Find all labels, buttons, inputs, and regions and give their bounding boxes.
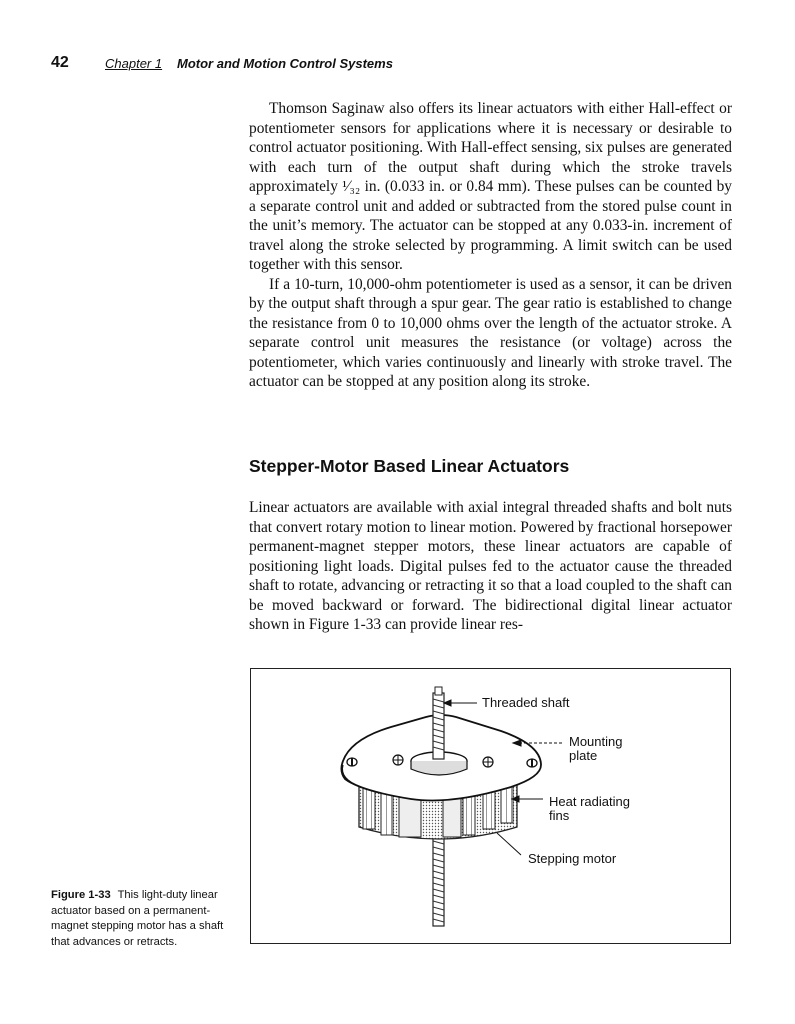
paragraph-hall-effect: Thomson Saginaw also offers its linear actuators with either Hall-effect or potentiometer sensors for applications where it is necessary or desirable to control actuator positioning. With Hall-effect sensing, six pulses are generated with each turn of the output shaft during which the stroke travels approximately ¹⁄₃₂ in. (0.033 in. or 0.84 mm). These pulses can be counted by a separate control unit and added or subtracted from the stored pulse count in the unit’s memory. The actuator can be stopped at any 0.033-in. increment of travel along the stroke selected by programming. A limit switch can be used together with this sensor. [249,100,732,273]
page-number: 42 [51,54,69,71]
section-heading: Stepper-Motor Based Linear Actuators [249,456,570,476]
label-heat-fins-line2: fins [549,808,570,823]
running-header [51,54,751,74]
paragraph-stepper-actuators: Linear actuators are available with axial integral threaded shafts and bolt nuts that convert rotary motion to linear motion. Powered by fractional horsepower permanent-magnet stepper motors, these linear actuators are capable of positioning light loads. Digital pulses fed to the actuator cause the threaded shaft to rotate, advancing or retracting it so that a load coupled to the shaft can be moved backward or forward. The bidirectional digital linear actuator shown in Figure 1-33 can provide linear res- [249,499,732,633]
paragraph-potentiometer: If a 10-turn, 10,000-ohm potentiometer is used as a sensor, it can be driven by the output shaft through a spur gear. The gear ratio is established to change the resistance from 0 to 10,000 ohms over the length of the actuator stroke. A separate control unit measures the resistance (or voltage) across the potentiometer, which varies continuously and linearly with stroke travel. The actuator can be stopped at any position along its stroke. [249,275,732,390]
label-heat-fins-line1: Heat radiating [549,794,630,809]
label-mounting-plate-line2: plate [569,748,598,763]
caption-text: This light-duty linear actuator based on a permanent-magnet stepping motor has a shaft that advances or retracts. [51,889,224,948]
label-stepping-motor: Stepping motor [528,851,617,866]
upper-shaft [433,687,444,759]
chapter-title: Motor and Motion Control Systems [177,56,393,71]
caption-number: Figure 1-33 [51,889,111,901]
body-text-upper [249,99,732,392]
label-mounting-plate-line1: Mounting [569,734,623,749]
chapter-label: Chapter 1 [105,56,163,71]
body-text-lower [249,498,732,635]
label-threaded-shaft: Threaded shaft [482,695,570,710]
figure-caption [51,888,239,950]
figure-1-33 [250,668,731,944]
